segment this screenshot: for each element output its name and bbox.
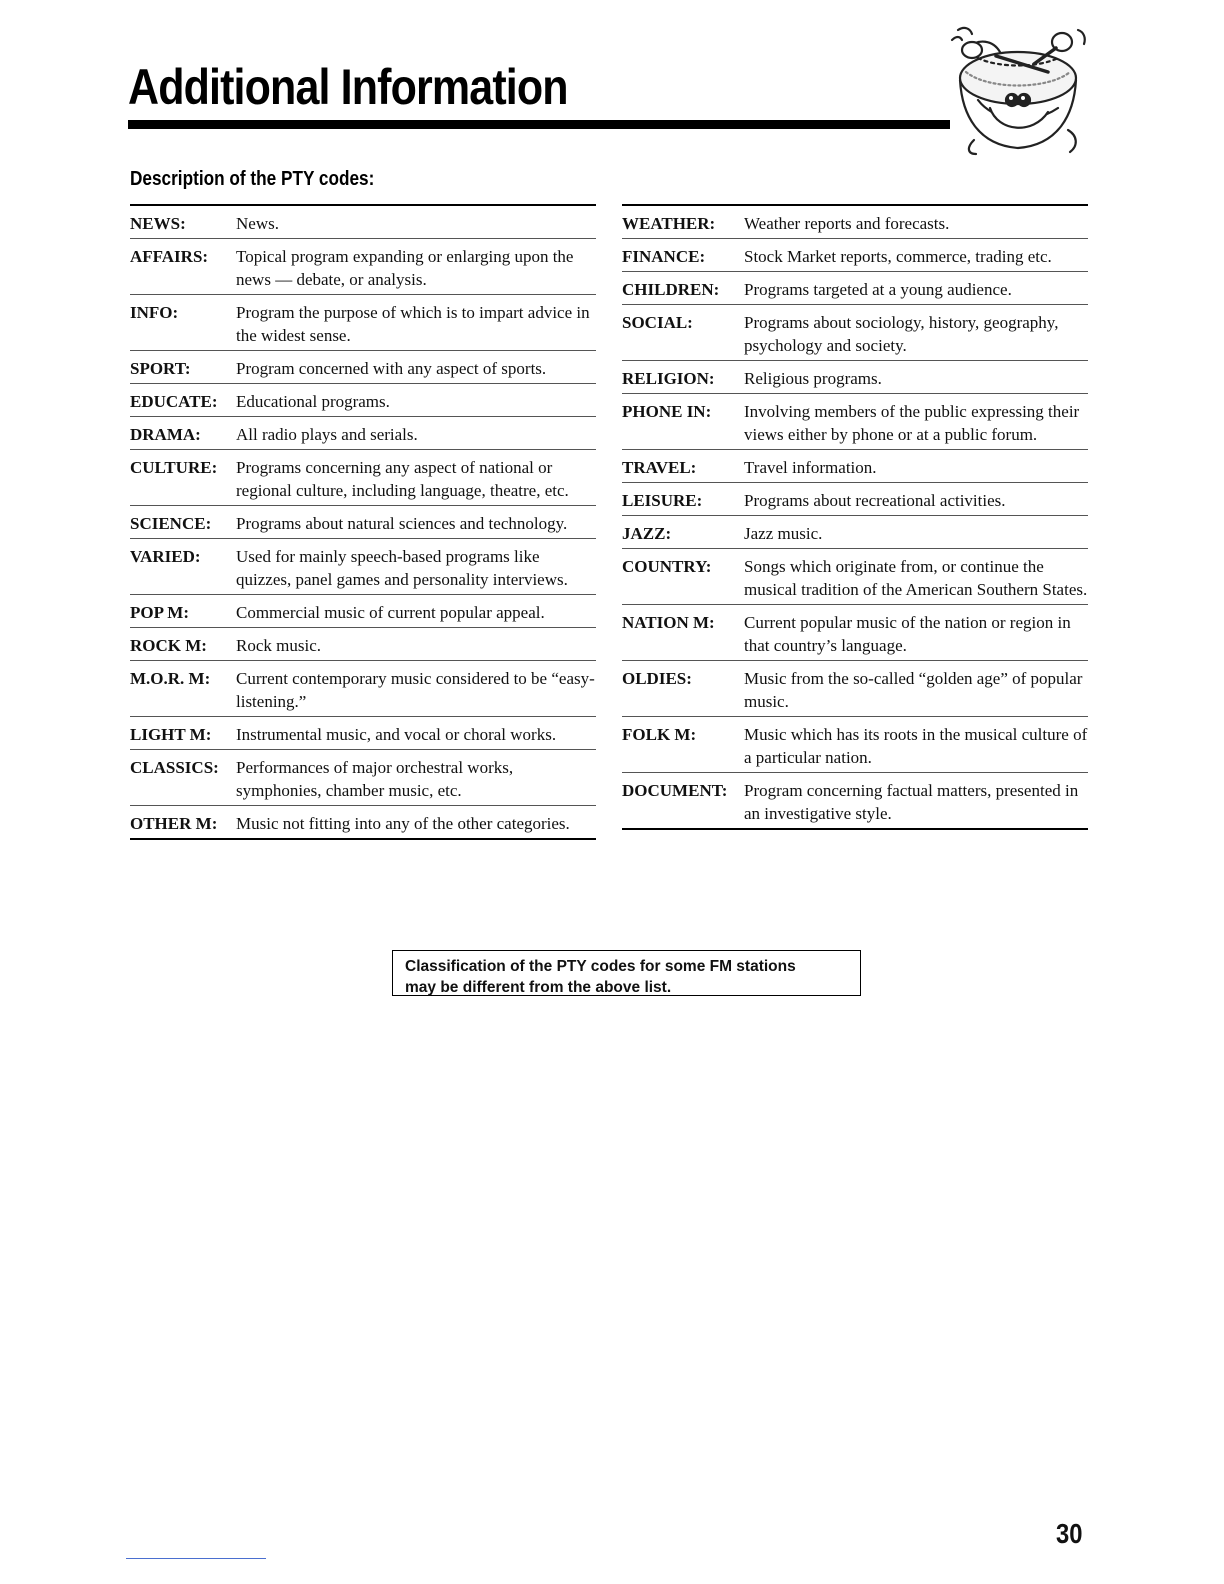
pty-code: NATION M: bbox=[622, 613, 715, 632]
pty-code: PHONE IN: bbox=[622, 402, 712, 421]
pty-codes-table-right bbox=[622, 204, 1088, 830]
pty-row bbox=[130, 383, 596, 416]
pty-row bbox=[622, 604, 1088, 660]
pty-description: Weather reports and forecasts. bbox=[744, 214, 950, 233]
note-line: may be different from the above list. bbox=[405, 979, 672, 996]
pty-code: DOCUMENT: bbox=[622, 781, 728, 800]
pty-row bbox=[130, 749, 596, 805]
pty-row bbox=[130, 350, 596, 383]
pty-description: Religious programs. bbox=[744, 369, 882, 388]
pty-description: Current popular music of the nation or region in that country’s language. bbox=[744, 613, 1071, 655]
pty-description: Current contemporary music considered to be “easy-listening.” bbox=[236, 669, 595, 711]
pty-row bbox=[622, 482, 1088, 515]
pty-code: SOCIAL: bbox=[622, 313, 693, 332]
pty-description: Instrumental music, and vocal or choral works. bbox=[236, 725, 557, 744]
pty-description: All radio plays and serials. bbox=[236, 425, 418, 444]
pty-description: Involving members of the public expressing their views either by phone or at a public forum. bbox=[744, 402, 1080, 444]
pty-description: Programs concerning any aspect of national or regional culture, including language, theatre, etc. bbox=[236, 458, 569, 500]
pty-code: EDUCATE: bbox=[130, 392, 218, 411]
pty-code: COUNTRY: bbox=[622, 557, 712, 576]
pty-code: ROCK M: bbox=[130, 636, 207, 655]
pty-row bbox=[130, 206, 596, 238]
pty-description: Jazz music. bbox=[744, 524, 823, 543]
pty-row bbox=[130, 716, 596, 749]
pty-description: Stock Market reports, commerce, trading etc. bbox=[744, 247, 1052, 266]
pty-description: Performances of major orchestral works, symphonies, chamber music, etc. bbox=[236, 758, 514, 800]
pty-code: TRAVEL: bbox=[622, 458, 697, 477]
drum-mascot-icon bbox=[938, 20, 1098, 160]
pty-description: Programs about natural sciences and technology. bbox=[236, 514, 568, 533]
pty-row bbox=[622, 449, 1088, 482]
pty-row bbox=[130, 660, 596, 716]
pty-code: M.O.R. M: bbox=[130, 669, 211, 688]
pty-description: Program the purpose of which is to impart advice in the widest sense. bbox=[236, 303, 590, 345]
pty-code: FOLK M: bbox=[622, 725, 697, 744]
pty-code: CHILDREN: bbox=[622, 280, 720, 299]
pty-row bbox=[622, 238, 1088, 271]
pty-description: Commercial music of current popular appeal. bbox=[236, 603, 545, 622]
pty-row bbox=[130, 294, 596, 350]
pty-row bbox=[622, 393, 1088, 449]
pty-row bbox=[130, 449, 596, 505]
pty-row bbox=[622, 548, 1088, 604]
page-number: 30 bbox=[1056, 1518, 1083, 1549]
pty-code: DRAMA: bbox=[130, 425, 201, 444]
pty-code: WEATHER: bbox=[622, 214, 716, 233]
pty-row bbox=[130, 416, 596, 449]
pty-code: SCIENCE: bbox=[130, 514, 212, 533]
pty-description: Program concerned with any aspect of sports. bbox=[236, 359, 547, 378]
pty-code: OTHER M: bbox=[130, 814, 218, 833]
pty-code: NEWS: bbox=[130, 214, 186, 233]
pty-row bbox=[622, 206, 1088, 238]
pty-row bbox=[622, 660, 1088, 716]
pty-code: CULTURE: bbox=[130, 458, 218, 477]
note-line: Classification of the PTY codes for some FM stations bbox=[405, 958, 796, 975]
pty-description: Used for mainly speech-based programs like quizzes, panel games and personality interviews. bbox=[236, 547, 568, 589]
pty-row bbox=[130, 238, 596, 294]
page-title: Additional Information bbox=[128, 59, 568, 115]
footer-link-line bbox=[126, 1558, 266, 1559]
classification-note-box bbox=[392, 950, 861, 996]
pty-row bbox=[130, 505, 596, 538]
pty-description: Programs about sociology, history, geography, psychology and society. bbox=[744, 313, 1059, 355]
pty-row bbox=[130, 627, 596, 660]
pty-row bbox=[130, 594, 596, 627]
title-underline bbox=[128, 120, 950, 129]
pty-row bbox=[130, 538, 596, 594]
pty-code: CLASSICS: bbox=[130, 758, 219, 777]
pty-description: Music which has its roots in the musical culture of a particular nation. bbox=[744, 725, 1088, 767]
pty-code: LEISURE: bbox=[622, 491, 703, 510]
pty-description: Rock music. bbox=[236, 636, 321, 655]
pty-code: OLDIES: bbox=[622, 669, 692, 688]
pty-code: FINANCE: bbox=[622, 247, 706, 266]
pty-row bbox=[130, 805, 596, 838]
pty-code: LIGHT M: bbox=[130, 725, 212, 744]
pty-row bbox=[622, 515, 1088, 548]
pty-code: JAZZ: bbox=[622, 524, 672, 543]
pty-description: Programs about recreational activities. bbox=[744, 491, 1006, 510]
pty-code: SPORT: bbox=[130, 359, 191, 378]
pty-row bbox=[622, 716, 1088, 772]
pty-description: Music from the so-called “golden age” of popular music. bbox=[744, 669, 1083, 711]
pty-description: News. bbox=[236, 214, 279, 233]
pty-description: Songs which originate from, or continue the musical tradition of the American Southern States. bbox=[744, 557, 1088, 599]
pty-row bbox=[622, 271, 1088, 304]
pty-description: Music not fitting into any of the other categories. bbox=[236, 814, 570, 833]
pty-code: POP M: bbox=[130, 603, 190, 622]
pty-description: Program concerning factual matters, presented in an investigative style. bbox=[744, 781, 1079, 823]
pty-code: RELIGION: bbox=[622, 369, 715, 388]
pty-codes-table-left bbox=[130, 204, 596, 840]
pty-row bbox=[622, 304, 1088, 360]
pty-row bbox=[622, 772, 1088, 828]
pty-description: Programs targeted at a young audience. bbox=[744, 280, 1012, 299]
pty-code: INFO: bbox=[130, 303, 179, 322]
pty-code: AFFAIRS: bbox=[130, 247, 209, 266]
pty-code: VARIED: bbox=[130, 547, 201, 566]
section-subtitle: Description of the PTY codes: bbox=[130, 168, 375, 190]
pty-description: Educational programs. bbox=[236, 392, 390, 411]
pty-description: Topical program expanding or enlarging upon the news — debate, or analysis. bbox=[236, 247, 574, 289]
pty-description: Travel information. bbox=[744, 458, 877, 477]
pty-row bbox=[622, 360, 1088, 393]
